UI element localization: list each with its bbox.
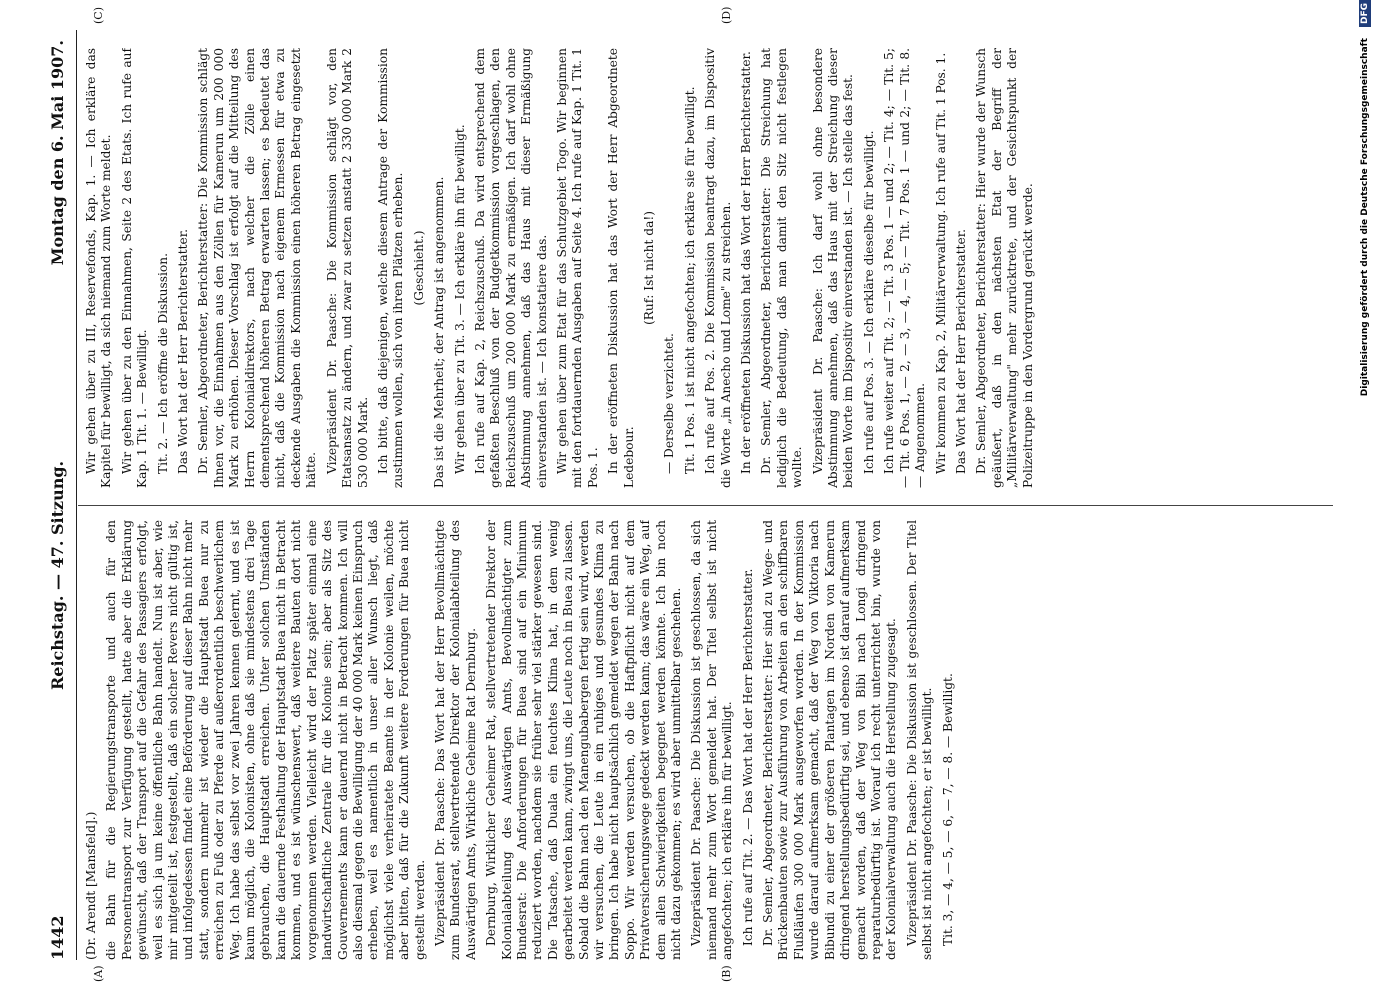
paragraph: Vizepräsident Dr. Paasche: Die Diskussion ist geschlossen, da sich niemand mehr zum Wort gemeldet hat. Der Titel selbst ist nicht angefochten; ich erkläre ihn für bewilligt.: [689, 520, 735, 960]
paragraph: Ich rufe auf Kap. 2, Reichszuschuß. Da wird entsprechend dem gefaßten Beschluß von der Budgetkommission vorgeschlagen, den Reichszuschuß um 200 000 Mark zu ermäßigen. Ich darf wohl ohne Abstimmung annehmen, daß das Haus mit dieser Ermäßigung einverstanden ist. — Ich konstatiere das.: [472, 48, 549, 488]
digitization-footer: [1352, 0, 1371, 1000]
paragraph: Dr. Semler, Abgeordneter, Berichterstatter: Hier sind zu Wege- und Brückenbauten sowie zur Ausführung von Arbeiten an den schiffbaren Flußläufen 300 000 Mark ausgeworfen worden. In der Kommission wurde darauf aufmerksam gemacht, daß der Weg von Viktoria nach Bibundi zu einer der größeren Plantagen im Norden von Kamerun dringend herstellungsbedürftig sei, und ebenso ist darauf aufmerksam gemacht worden, daß der Weg von Bibi nach Longi dringend reparaturbedürftig ist. Worauf ich recht unterrichtet bin, wurde von der Kolonialverwaltung auch die Herstellung zugesagt.: [761, 520, 899, 960]
paragraph: Vizepräsident Dr. Paasche: Das Wort hat der Herr Bevollmächtigte zum Bundesrat, stellvertretende Direktor der Kolonialabteilung des Auswärtigen Amts, Wirkliche Geheime Rat Dernburg.: [432, 520, 478, 960]
margin-mark-d: (D): [720, 6, 733, 24]
header-rule: [76, 30, 77, 960]
margin-mark-a: (A): [92, 965, 105, 982]
page-number: 1442: [48, 915, 67, 960]
paragraph: Wir kommen zu Kap. 2, Militärverwaltung. Ich rufe auf Tit. 1 Pos. 1.: [933, 52, 948, 474]
column-divider: [78, 505, 1333, 506]
paragraph: Tit. 3, — 4, — 5, — 6, — 7, — 8. — Bewilligt.: [940, 673, 955, 946]
session-title: Reichstag. — 47. Sitzung.: [48, 460, 67, 690]
paragraph: (Dr. Arendt [Mansfeld].): [84, 811, 98, 960]
page-header: [48, 40, 76, 960]
paragraph: (Ruf: Ist nicht da!): [642, 210, 656, 326]
paragraph: Das Wort hat der Herr Berichterstatter.: [953, 228, 968, 474]
paragraph: Tit. 2. — Ich eröffne die Diskussion.: [155, 253, 170, 474]
paragraph: Vizepräsident Dr. Paasche: Ich darf wohl ohne besondere Abstimmung annehmen, daß das Haus mit der Streichung dieser beiden Worte im Dispositiv einverstanden ist. — Ich stelle das fest.: [810, 48, 856, 488]
margin-mark-b: (B): [720, 965, 733, 982]
paragraph: — Derselbe verzichtet.: [662, 333, 677, 474]
paragraph: Ich rufe weiter auf Tit. 2; — Tit. 3 Pos. 1 — und 2; — Tit. 4; — Tit. 5; — Tit. 6 Pos. 1, — 2, — 3, — 4, — 5; — Tit. 7 Pos. 1 — und 2; — Tit. 8. — Angenommen.: [882, 48, 928, 488]
session-date: Montag den 6. Mai 1907.: [48, 40, 67, 266]
paragraph: Das Wort hat der Herr Berichterstatter.: [176, 228, 191, 474]
paragraph: Wir gehen über zum Etat für das Schutzgebiet Togo. Wir beginnen mit den fortdauernden Ausgaben auf Seite 4. Ich rufe auf Kap. 1 Tit. 1 Pos. 1.: [554, 48, 600, 488]
paragraph: (Geschieht.): [411, 230, 426, 306]
margin-mark-c: (C): [92, 7, 105, 24]
paragraph: Ich bitte, daß diejenigen, welche diesem Antrage der Kommission zustimmen wollen, sich von ihren Plätzen erheben.: [375, 48, 406, 488]
paragraph: Ich rufe auf Pos. 2. Die Kommission beantragt dazu, im Dispositiv die Worte „in Anecho und Lome" zu streichen.: [703, 48, 733, 488]
paragraph: In der eröffneten Diskussion hat das Wort der Herr Berichterstatter.: [739, 51, 754, 474]
paragraph: Tit. 1 Pos. 1 ist nicht angefochten; ich erkläre sie für bewilligt.: [682, 86, 697, 474]
dfg-logo: DFG: [1359, 0, 1371, 27]
paragraph: Dr. Semler, Abgeordneter, Berichterstatter: Hier wurde der Wunsch geäußert, daß in den nächsten Etat der Begriff der „Militärverwaltung" mehr zurücktrete, und der Gesichtspunkt der Polizeitruppe in den Vordergrund gerückt werde.: [974, 48, 1035, 488]
paragraph: Dr. Semler, Abgeordneter, Berichterstatter: Die Kommission schlägt Ihnen vor, die Einnahmen aus den Zöllen für Kamerun um 200 000 Mark zu erhöhen. Dieser Vorschlag ist erfolgt auf die Mitteilung des Herrn Kolonialdirektors, nach welcher die Zölle einen dementsprechend höheren Betrag erwarten lassen; es bedeutet das nicht, daß die Kommission nach eigenem Ermessen für etwa zu deckende Ausgaben die Kommission einen höheren Betrag eingesetzt hätte.: [196, 48, 319, 488]
paragraph: Wir gehen über zu III, Reservefonds, Kap. 1. — Ich erkläre das Kapitel für bewilligt, da sich niemand zum Worte meldet.: [84, 48, 114, 488]
right-text-column: [84, 48, 1334, 488]
paragraph: die Bahn für die Regierungstransporte und auch für den Personentransport zur Verfügung gestellt, hatte aber die Erklärung gewünscht, daß der Transport auf die Gefahr des Passagiers erfolgt, weil es sich ja um keine öffentliche Bahn handelt. Nun ist aber, wie mir mitgeteilt ist, festgestellt, daß ein solcher Revers nicht gültig ist, und infolgedessen findet eine Beförderung auf dieser Bahn nicht mehr statt, sondern nunmehr ist wieder die Hauptstadt Buea nur zu erreichen zu Fuß oder zu Pferde auf außerordentlich beschwerlichem Weg. Ich habe das selbst vor zwei Jahren kennen gelernt, und es ist kaum möglich, die Kolonisten, ohne daß sie mindestens drei Tage gebrauchen, die Hauptstadt erreichen. Unter solchen Umständen kann die dauernde Festhaltung der Hauptstadt Buea nicht in Betracht kommen, und es ist wünschenswert, daß weitere Bauten dort nicht vorgenommen werden. Vielleicht wird der Platz später einmal eine landwirtschaftliche Zentrale für die Kolonie sein; aber als Sitz des Gouvernements kann er dauernd nicht in Betracht kommen. Ich will also diesmal gegen die Bewilligung der 40 000 Mark keinen Einspruch erheben, weil es namentlich in unser aller Wunsch liegt, daß möglichst viele verheiratete Beamte in der Kolonie weilen, möchte aber bitten, daß für die Zukunft weitere Forderungen für Buea nicht gestellt werden.: [104, 520, 427, 960]
left-text-column: [84, 520, 1334, 960]
paragraph: Ich rufe auf Tit. 2. — Das Wort hat der Herr Berichterstatter.: [740, 568, 755, 946]
paragraph: Wir gehen über zu Tit. 3. — Ich erkläre ihn für bewilligt.: [452, 124, 467, 474]
paragraph: Dr. Semler, Abgeordneter, Berichterstatter: Die Streichung hat lediglich die Bedeutung, daß man damit den Sitz nicht festlegen wollte.: [759, 48, 805, 488]
paragraph: Dernburg, Wirklicher Geheimer Rat, stellvertretender Direktor der Kolonialabteilung des Auswärtigen Amts, Bevollmächtigter zum Bundesrat: Die Anforderungen für Buea sind auf ein Minimum reduziert worden, nachdem sie früher sehr viel stärker gewesen sind. Die Tatsache, daß Duala ein feuchtes Klima hat, in dem wenig gearbeitet werden kann, zwingt uns, die Leute noch in Buea zu lassen. Sobald die Bahn nach den Manengubabergen fertig sein wird, werden wir versuchen, die Leute in ein ruhiges und gesundes Klima zu bringen. Ich habe nicht hauptsächlich gemeldet wegen der Bahn nach Soppo. Wir werden versuchen, ob die Haftpflicht nicht auf dem Privatversicherungswege gedeckt werden kann; das wäre ein Weg, auf dem allen Schwierigkeiten begegnet werden könnte. Ich bin noch nicht dazu gekommen; es wird aber unmittelbar geschehen.: [484, 520, 684, 960]
paragraph: Vizepräsident Dr. Paasche: Die Kommission schlägt vor, den Etatsansatz zu ändern, und zwar zu setzen anstatt 2 330 000 Mark 2 530 000 Mark.: [324, 48, 370, 488]
paragraph: Wir gehen über zu den Einnahmen, Seite 2 des Etats. Ich rufe auf Kap. 1 Tit. 1. — Bewilligt.: [119, 48, 150, 488]
paragraph: Vizepräsident Dr. Paasche: Die Diskussion ist geschlossen. Der Titel selbst ist nicht angefochten; er ist bewilligt.: [904, 520, 935, 960]
digitization-note: Digitalisierung gefördert durch die Deutsche Forschungsgemeinschaft: [1360, 38, 1370, 397]
paragraph: Das ist die Mehrheit; der Antrag ist angenommen.: [432, 176, 447, 488]
paragraph: Ich rufe auf Pos. 3. — Ich erkläre dieselbe für bewilligt.: [861, 130, 876, 474]
paragraph: In der eröffneten Diskussion hat das Wort der Herr Abgeordnete Ledebour.: [606, 48, 636, 488]
